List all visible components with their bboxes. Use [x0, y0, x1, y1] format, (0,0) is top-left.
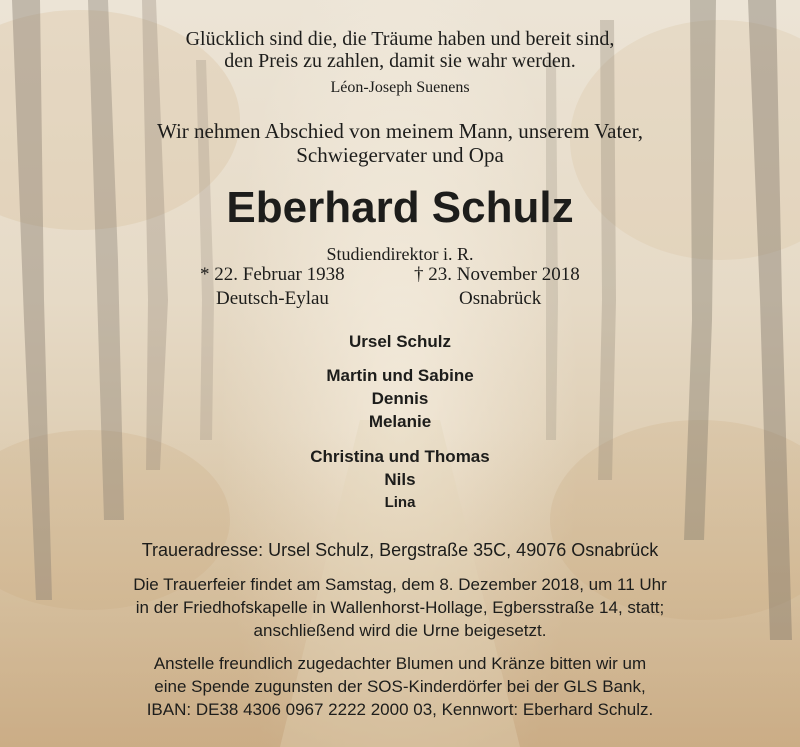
- death-date: † 23. November 2018: [414, 264, 580, 285]
- family-group2-child1: Nils: [384, 470, 416, 489]
- family-group2-parents: Christina und Thomas: [310, 447, 490, 466]
- donation-line-1: Anstelle freundlich zugedachter Blumen und Kränze bitten wir um: [153, 654, 647, 673]
- deceased-name: Eberhard Schulz: [226, 183, 574, 232]
- intro-line-2: Schwiegervater und Opa: [296, 143, 504, 167]
- deceased-title: Studiendirektor i. R.: [326, 244, 474, 264]
- ceremony-line-3: anschließend wird die Urne beigesetzt.: [253, 621, 547, 640]
- mourning-address: Traueradresse: Ursel Schulz, Bergstraße 35C, 49076 Osnabrück: [141, 540, 659, 560]
- death-place: Osnabrück: [459, 288, 542, 309]
- ceremony-line-2: in der Friedhofskapelle in Wallenhorst-Hollage, Egbersstraße 14, statt;: [135, 598, 665, 617]
- family-group1-child1: Dennis: [371, 389, 429, 408]
- spouse-name: Ursel Schulz: [348, 332, 452, 351]
- quote-line-1: Glücklich sind die, die Träume haben und bereit sind,: [185, 28, 615, 50]
- birth-date: * 22. Februar 1938: [200, 264, 345, 285]
- donation-line-3: IBAN: DE38 4306 0967 2222 2000 03, Kennwort: Eberhard Schulz.: [146, 700, 654, 719]
- family-group1-parents: Martin und Sabine: [326, 366, 474, 385]
- donation-line-2: eine Spende zugunsten der SOS-Kinderdörfer bei der GLS Bank,: [154, 677, 646, 696]
- quote-line-2: den Preis zu zahlen, damit sie wahr werden.: [224, 50, 576, 72]
- family-group1-child2: Melanie: [368, 412, 432, 431]
- intro-line-1: Wir nehmen Abschied von meinem Mann, unserem Vater,: [156, 119, 644, 143]
- birth-place: Deutsch-Eylau: [216, 288, 329, 309]
- family-group2-child2: Lina: [384, 494, 416, 511]
- quote-author: Léon-Joseph Suenens: [330, 79, 470, 96]
- ceremony-line-1: Die Trauerfeier findet am Samstag, dem 8. Dezember 2018, um 11 Uhr: [133, 575, 667, 594]
